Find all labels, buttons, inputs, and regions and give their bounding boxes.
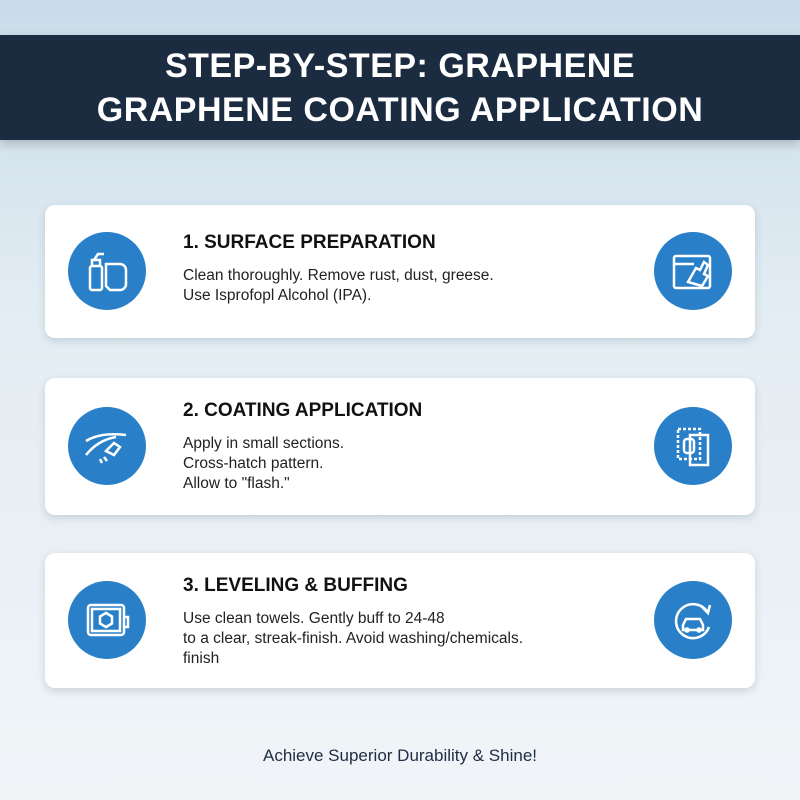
title-line-1: STEP-BY-STEP: GRAPHENE xyxy=(164,46,636,85)
step-line: Apply in small sections. xyxy=(183,435,345,452)
header-banner xyxy=(0,35,800,140)
step-line: finish xyxy=(183,650,220,667)
step-title: 3. LEVELING & BUFFING xyxy=(183,575,408,596)
applicator-cloth-icon xyxy=(654,407,732,485)
hand-applicator-icon xyxy=(68,407,146,485)
step-card-3 xyxy=(45,553,755,688)
step-line: to a clear, streak-finish. Avoid washing/chemicals. xyxy=(183,630,524,647)
footer-tagline: Achieve Superior Durability & Shine! xyxy=(262,746,538,765)
title-line-2: GRAPHENE COATING APPLICATION xyxy=(96,90,704,129)
step-card-1 xyxy=(45,205,755,338)
glove-wipe-icon xyxy=(654,232,732,310)
step-card-2 xyxy=(45,378,755,515)
spray-bottle-icon xyxy=(68,232,146,310)
car-cure-cycle-icon xyxy=(654,581,732,659)
step-title: 1. SURFACE PREPARATION xyxy=(183,232,436,253)
graphene-panel-icon xyxy=(68,581,146,659)
step-line: Cross-hatch pattern. xyxy=(183,455,324,472)
step-line: Use clean towels. Gently buff to 24-48 xyxy=(183,610,445,627)
step-line: Allow to "flash." xyxy=(183,475,290,492)
step-line: Clean thoroughly. Remove rust, dust, greese. xyxy=(183,267,494,284)
step-line: Use Isprofopl Alcohol (IPA). xyxy=(183,287,372,304)
step-title: 2. COATING APPLICATION xyxy=(183,400,423,421)
